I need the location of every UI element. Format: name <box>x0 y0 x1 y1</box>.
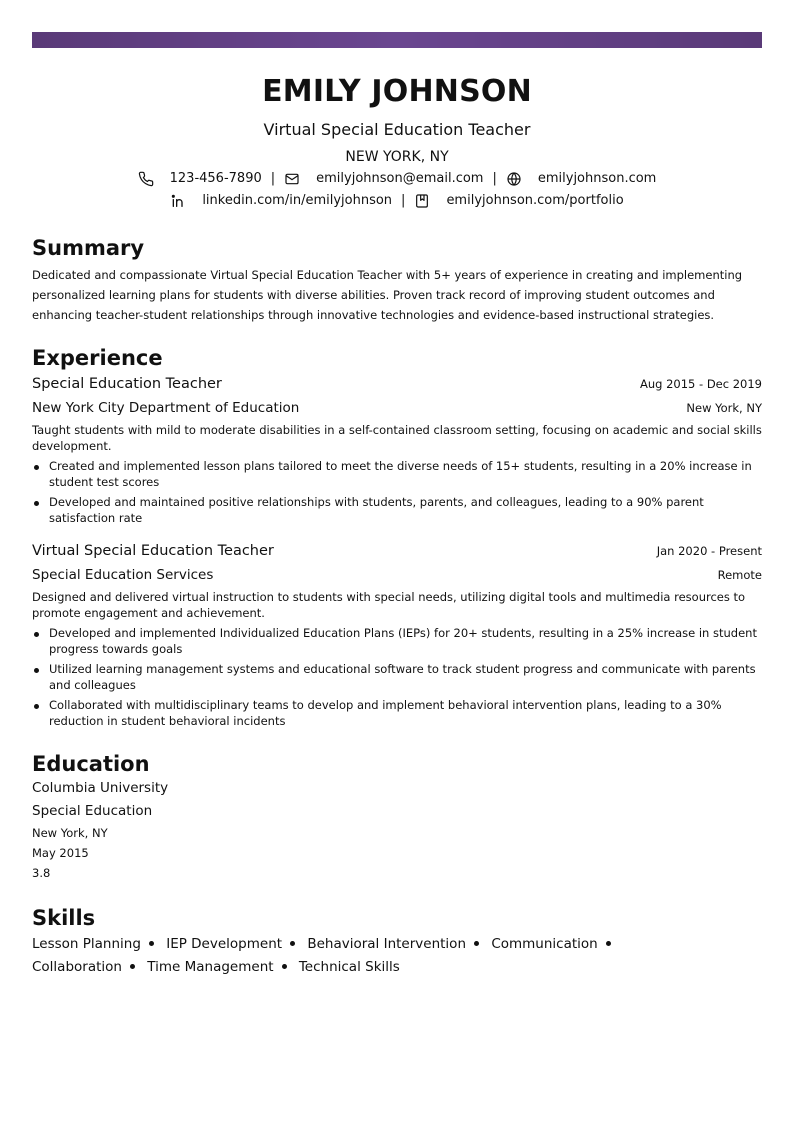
education-field: Special Education <box>32 803 153 819</box>
job-role: Special Education Teacher <box>32 376 222 392</box>
bullet-icon <box>474 941 479 946</box>
summary-section <box>32 235 762 325</box>
separator: | <box>492 171 497 186</box>
bullet-icon <box>34 668 39 673</box>
phone-icon <box>138 171 154 187</box>
experience-section <box>32 345 762 729</box>
skills-list <box>32 933 702 979</box>
education-heading: Education <box>32 752 150 776</box>
contact-line-1 <box>32 171 762 187</box>
skill-item: Technical Skills <box>298 959 400 975</box>
globe-icon <box>506 171 522 187</box>
linkedin-link[interactable]: linkedin.com/in/emilyjohnson <box>202 193 393 208</box>
resume-header <box>32 74 762 209</box>
skill-item: Collaboration <box>32 959 122 975</box>
job-role: Virtual Special Education Teacher <box>32 543 274 559</box>
bullet-icon <box>130 964 135 969</box>
list-item: Developed and implemented Individualized Education Plans (IEPs) for 20+ students, resulting in a 25% increase in student progress towards goals <box>32 625 762 657</box>
education-date: May 2015 <box>32 846 89 860</box>
separator: | <box>270 171 276 186</box>
job-company: Special Education Services <box>32 567 214 583</box>
education-section <box>32 751 762 881</box>
phone-number[interactable]: 123-456-7890 <box>169 171 262 186</box>
summary-heading: Summary <box>32 236 145 260</box>
resume-page <box>32 64 762 979</box>
list-item: Collaborated with multidisciplinary teams to develop and implement behavioral intervention plans, leading to a 30% reduction in student behavioral incidents <box>32 697 762 729</box>
job-description: Taught students with mild to moderate disabilities in a self-contained classroom setting, focusing on academic and social skills development. <box>32 423 762 453</box>
contact-line-2 <box>32 193 762 209</box>
job-location: Remote <box>717 568 762 582</box>
skill-item: Communication <box>491 936 598 952</box>
candidate-title: Virtual Special Education Teacher <box>263 120 531 139</box>
job-entry <box>32 540 762 729</box>
job-description: Designed and delivered virtual instruction to students with special needs, utilizing digital tools and multimedia resources to promote engagement and achievement. <box>32 590 746 620</box>
bullet-icon <box>149 941 154 946</box>
skill-item: Behavioral Intervention <box>307 936 467 952</box>
list-item: Utilized learning management systems and educational software to track student progress and communicate with parents and colleagues <box>32 661 762 693</box>
job-dates: Jan 2020 - Present <box>656 544 762 558</box>
bullet-icon <box>34 465 39 470</box>
list-item: Created and implemented lesson plans tailored to meet the diverse needs of 15+ students, resulting in a 20% increase in student test scores <box>32 458 762 490</box>
email-link[interactable]: emilyjohnson@email.com <box>316 171 484 186</box>
bullet-icon <box>282 964 287 969</box>
separator: | <box>401 193 406 208</box>
bullet-icon <box>606 941 611 946</box>
education-location: New York, NY <box>32 826 108 840</box>
job-dates: Aug 2015 - Dec 2019 <box>639 377 762 391</box>
skills-heading: Skills <box>32 906 96 930</box>
education-gpa: 3.8 <box>32 866 51 880</box>
bullet-icon <box>34 632 39 637</box>
email-icon <box>284 171 300 187</box>
portfolio-icon <box>414 193 430 209</box>
experience-heading: Experience <box>32 346 163 370</box>
job-entry <box>32 373 762 526</box>
skill-item: IEP Development <box>166 936 283 952</box>
candidate-name: EMILY JOHNSON <box>262 74 532 109</box>
accent-bar <box>32 32 762 48</box>
linkedin-icon <box>170 193 186 209</box>
summary-text: Dedicated and compassionate Virtual Special Education Teacher with 5+ years of experience in creating and implementing personalized learning plans for students with diverse abilities. Proven track record of improving student outcomes and enhancing teacher-student relationships through innovative technologies and evidence-based instructional strategies. <box>32 268 743 322</box>
bullet-icon <box>290 941 295 946</box>
job-bullets <box>32 458 762 526</box>
website-link[interactable]: emilyjohnson.com <box>537 171 657 186</box>
portfolio-link[interactable]: emilyjohnson.com/portfolio <box>446 193 624 208</box>
bullet-icon <box>34 501 39 506</box>
skill-item: Lesson Planning <box>32 936 141 952</box>
list-item: Developed and maintained positive relationships with students, parents, and colleagues, leading to a 90% parent satisfaction rate <box>32 494 762 526</box>
skills-section <box>32 905 762 979</box>
education-school: Columbia University <box>32 780 169 796</box>
skill-item: Time Management <box>147 959 274 975</box>
job-bullets <box>32 625 762 729</box>
job-company: New York City Department of Education <box>32 400 300 416</box>
bullet-icon <box>34 704 39 709</box>
candidate-location: NEW YORK, NY <box>345 149 449 165</box>
job-location: New York, NY <box>686 401 762 415</box>
